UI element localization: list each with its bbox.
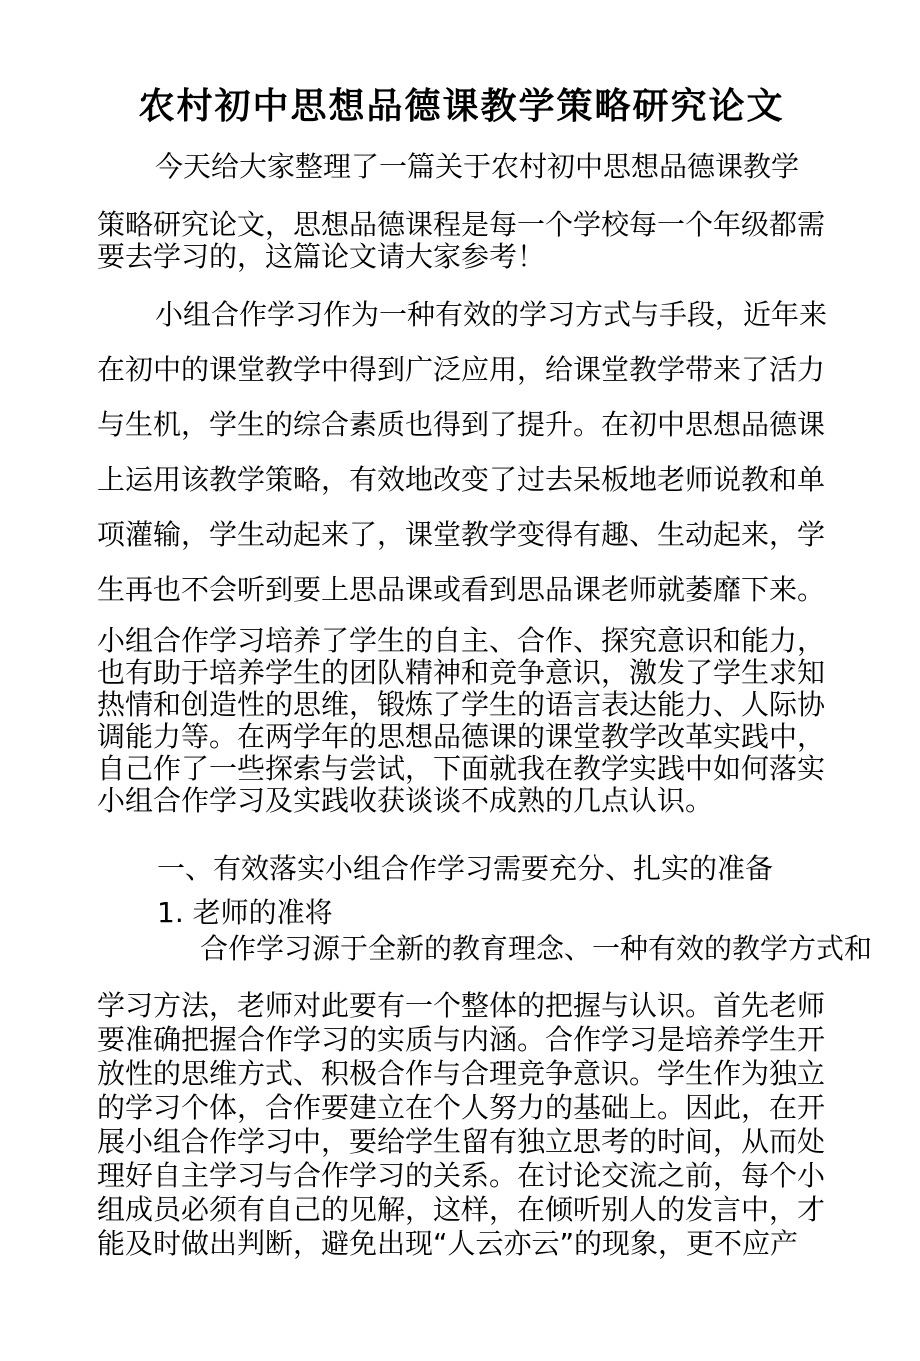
text-line: 也有助于培养学生的团队精神和竞争意识，激发了学生求知 [97, 656, 826, 689]
text-line: 理好自主学习与合作学习的关系。在讨论交流之前，每个小 [97, 1159, 826, 1192]
overview-paragraph [97, 287, 826, 617]
text-line: 学习方法，老师对此要有一个整体的把握与认识。首先老师 [97, 989, 826, 1022]
paragraph-lines [97, 209, 826, 273]
text-line: 放性的思维方式、积极合作与合理竞争意识。学生作为独立 [97, 1057, 826, 1090]
text-line: 项灌输，学生动起来了，课堂教学变得有趣、生动起来，学 [97, 518, 826, 551]
text-line: 小组合作学习培养了学生的自主、合作、探究意识和能力， [97, 624, 826, 657]
text-line: 上运用该教学策略，有效地改变了过去呆板地老师说教和单 [97, 463, 826, 496]
text-line: 的学习个体，合作要建立在个人努力的基础上。因此，在开 [97, 1091, 826, 1124]
text-line: 展小组合作学习中，要给学生留有独立思考的时间，从而处 [97, 1125, 826, 1158]
text-line: 能及时做出判断，避免出现“人云亦云”的现象，更不应产 [97, 1227, 799, 1260]
sub-heading: 1. 老师的准将 [157, 896, 333, 929]
section-heading: 一、有效落实小组合作学习需要充分、扎实的准备 [157, 852, 774, 885]
text-line: 热情和创造性的思维，锻炼了学生的语言表达能力、人际协 [97, 688, 826, 721]
text-line: 自己作了一些探索与尝试，下面就我在教学实践中如何落实 [97, 752, 826, 785]
text-line: 与生机，学生的综合素质也得到了提升。在初中思想品德课 [97, 408, 826, 441]
text-line: 策略研究论文，思想品德课程是每一个学校每一个年级都需 [97, 208, 826, 241]
text-line: 要去学习的，这篇论文请大家参考！ [97, 240, 546, 273]
intro-paragraph [97, 151, 826, 273]
text-line: 小组合作学习作为一种有效的学习方式与手段，近年来 [155, 298, 828, 331]
benefits-paragraph [97, 625, 826, 817]
document-title: 农村初中思想品德课教学策略研究论文 [138, 86, 785, 127]
text-line: 合作学习源于全新的教育理念、一种有效的教学方式和 [200, 932, 873, 965]
paragraph-lines [97, 989, 826, 1261]
text-line: 今天给大家整理了一篇关于农村初中思想品德课教学 [155, 150, 800, 183]
text-line: 生再也不会听到要上思品课或看到思品课老师就萎靡下来。 [97, 573, 826, 606]
text-line: 在初中的课堂教学中得到广泛应用，给课堂教学带来了活力 [97, 353, 826, 386]
text-line: 要准确把握合作学习的实质与内涵。合作学习是培养学生开 [97, 1023, 826, 1056]
text-line: 调能力等。在两学年的思想品德课的课堂教学改革实践中， [97, 720, 826, 753]
text-line: 组成员必须有自己的见解，这样，在倾听别人的发言中，才 [97, 1193, 826, 1226]
text-line: 小组合作学习及实践收获谈谈不成熟的几点认识。 [97, 784, 714, 817]
teacher-prep-paragraph [97, 932, 873, 1261]
